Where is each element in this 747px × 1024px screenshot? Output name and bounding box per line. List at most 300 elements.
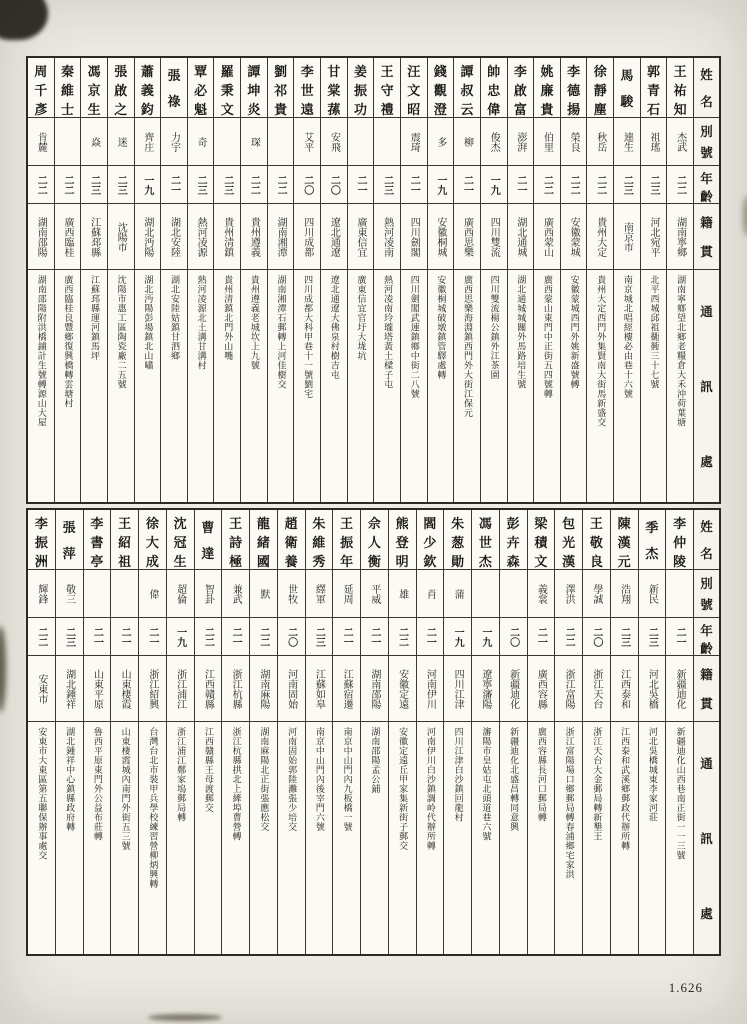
person-native-place: 浙江富陽 <box>555 656 582 722</box>
person-age: 二二 <box>587 166 613 204</box>
person-age: 一九 <box>428 166 454 204</box>
person-column <box>194 510 222 954</box>
person-column <box>610 510 638 954</box>
person-native-place: 浙江杭縣 <box>222 656 249 722</box>
person-age: 二一 <box>111 618 138 656</box>
person-native-place: 貴州清鎮 <box>214 204 240 270</box>
person-name: 郭 青 石 <box>641 58 667 118</box>
person-column <box>360 510 388 954</box>
person-native-place: 安徽定遠 <box>389 656 416 722</box>
person-column <box>527 510 555 954</box>
person-alias: 世牧 <box>278 570 305 618</box>
person-age: 二三 <box>374 166 400 204</box>
person-address: 南京城北唱經樓必由巷十六號 <box>622 275 633 399</box>
person-column <box>388 510 416 954</box>
person-alias <box>666 570 693 618</box>
person-age: 一九 <box>472 618 499 656</box>
person-age: 二三 <box>639 618 666 656</box>
person-native-place: 江蘇宿遷 <box>333 656 360 722</box>
person-alias: 奇 <box>188 118 214 166</box>
person-native-place: 江蘇如皋 <box>306 656 333 722</box>
person-native-place: 廣西容縣 <box>528 656 555 722</box>
person-address: 安徽桐城破墩鎮管驛處轉 <box>436 275 447 380</box>
person-alias <box>214 118 240 166</box>
person-address: 湖北通城城關外馬路培生號 <box>516 275 527 389</box>
roster-table-bottom <box>26 508 721 956</box>
person-age: 二一 <box>417 618 444 656</box>
person-alias: 肯麓 <box>28 118 54 166</box>
person-name: 姚 廉 貴 <box>534 58 560 118</box>
person-age: 二三 <box>214 166 240 204</box>
person-alias: 柳 <box>454 118 480 166</box>
person-age: 二一 <box>161 166 187 204</box>
person-name: 覃 必 魁 <box>188 58 214 118</box>
person-native-place: 遼北通遼 <box>321 204 347 270</box>
person-column <box>453 58 480 502</box>
person-address: 廣西容縣長河口郵局轉 <box>536 727 547 822</box>
person-age: 一九 <box>481 166 507 204</box>
person-native-place: 河南固始 <box>278 656 305 722</box>
person-name: 李 世 遠 <box>294 58 320 118</box>
person-alias: 伯里 <box>534 118 560 166</box>
person-name: 馮 京 生 <box>81 58 107 118</box>
person-column <box>665 510 693 954</box>
person-name: 王 守 禮 <box>374 58 400 118</box>
person-address: 貴州大定西門外集賢南大街馬新盛交 <box>596 275 607 427</box>
person-alias: 智卦 <box>195 570 222 618</box>
person-address: 河南伊川白沙鎮調岭代辦所轉 <box>425 727 436 851</box>
person-column <box>416 510 444 954</box>
person-address: 四川劍閣武連鎮鄉中街二八號 <box>409 275 420 399</box>
person-address: 沈陽市惠工區陶瓷廠二五號 <box>116 275 127 389</box>
person-native-place: 湖北通城 <box>508 204 534 270</box>
person-native-place: 安徽桐城 <box>428 204 454 270</box>
person-alias: 新民 <box>639 570 666 618</box>
person-name: 佘 人 衡 <box>361 510 388 570</box>
person-alias: 齊庄 <box>135 118 161 166</box>
person-name: 馬 駿 <box>614 58 640 118</box>
person-address: 湖南寧鄉望北鄉老糧倉大禾沖荷葉塘 <box>676 275 687 427</box>
person-name: 王 振 年 <box>333 510 360 570</box>
person-alias <box>472 570 499 618</box>
person-age: 二一 <box>222 618 249 656</box>
person-native-place: 河北吳橋 <box>639 656 666 722</box>
person-alias: 平威 <box>361 570 388 618</box>
person-alias: 浩翔 <box>611 570 638 618</box>
person-column <box>554 510 582 954</box>
person-name: 李 仲 陵 <box>666 510 693 570</box>
person-alias: 繹軍 <box>306 570 333 618</box>
person-address: 熱河凌源北土溝甘溝村 <box>196 275 207 370</box>
person-name: 蕭 義 鈞 <box>135 58 161 118</box>
person-column <box>160 58 187 502</box>
person-column <box>347 58 374 502</box>
person-age: 二二 <box>268 166 294 204</box>
person-alias: 雄 <box>389 570 416 618</box>
person-age: 二二 <box>28 166 54 204</box>
person-alias: 澎湃 <box>508 118 534 166</box>
person-address: 山東棲霞城內南門外街五三號 <box>120 727 131 851</box>
person-alias: 秋岳 <box>587 118 613 166</box>
person-alias: 肖 <box>417 570 444 618</box>
person-native-place: 南京市 <box>614 204 640 270</box>
person-alias: 焱 <box>81 118 107 166</box>
person-age: 二一 <box>139 618 166 656</box>
person-column <box>640 58 667 502</box>
person-address: 浙江浦江鄭家塢郵局轉 <box>176 727 187 822</box>
person-address: 熱河凌南玲瓏塔黃土樑子屯 <box>383 275 394 389</box>
person-native-place: 河南伊川 <box>417 656 444 722</box>
header-column <box>693 58 719 502</box>
person-alias <box>348 118 374 166</box>
person-age: 二二 <box>667 166 693 204</box>
person-address: 湖南邵陽附洪橋鋪計生號轉源山大屋 <box>36 275 47 427</box>
person-column <box>107 58 134 502</box>
person-address: 北平西城邱祖衚衕三十七號 <box>649 275 660 389</box>
person-native-place: 浙江天台 <box>583 656 610 722</box>
person-address: 廣西蒙山東門中正街五四號轉 <box>542 275 553 399</box>
person-name: 王 敬 良 <box>583 510 610 570</box>
person-alias: 連生 <box>614 118 640 166</box>
person-name: 李 啟 富 <box>508 58 534 118</box>
person-alias: 杰武 <box>667 118 693 166</box>
person-column <box>507 58 534 502</box>
header-address: 通 訊 處 <box>700 756 713 922</box>
person-address: 浙江富陽場口鄉郵局轉春浦鄉宅家洪 <box>564 727 575 879</box>
person-age: 二〇 <box>500 618 527 656</box>
person-name: 馮 世 杰 <box>472 510 499 570</box>
person-native-place: 湖南寧鄉 <box>667 204 693 270</box>
person-age: 二二 <box>195 618 222 656</box>
person-address: 安徽蒙城西門外姚新盛號轉 <box>569 275 580 389</box>
person-alias <box>268 118 294 166</box>
person-native-place: 四川劍閣 <box>401 204 427 270</box>
header-column <box>693 510 719 954</box>
person-alias: 安飛 <box>321 118 347 166</box>
person-native-place: 浙江浦江 <box>167 656 194 722</box>
person-column <box>166 510 194 954</box>
person-native-place: 湖北沔陽 <box>135 204 161 270</box>
person-address: 瀋陽市皇姑屯北頭道巷六號 <box>481 727 492 841</box>
person-age: 二二 <box>534 166 560 204</box>
person-address: 新疆迪化山西巷南正街一一三號 <box>675 727 686 860</box>
person-native-place: 廣西思樂 <box>454 204 480 270</box>
person-column <box>134 58 161 502</box>
person-native-place: 江西贛縣 <box>195 656 222 722</box>
person-name: 秦 維 士 <box>55 58 81 118</box>
person-age: 二一 <box>508 166 534 204</box>
person-column <box>28 58 54 502</box>
person-alias: 祖瑤 <box>641 118 667 166</box>
person-age: 一九 <box>135 166 161 204</box>
person-name: 閻 少 欽 <box>417 510 444 570</box>
person-native-place: 山東棲霞 <box>111 656 138 722</box>
ink-smudge-bottom-edge <box>148 1014 222 1021</box>
person-address: 浙江杭縣拱北上縴埠曹營轉 <box>231 727 242 841</box>
person-name: 王 紹 祖 <box>111 510 138 570</box>
person-column <box>560 58 587 502</box>
person-age: 二一 <box>333 618 360 656</box>
person-age: 二〇 <box>294 166 320 204</box>
person-age: 二三 <box>306 618 333 656</box>
person-column <box>373 58 400 502</box>
person-alias: 榮良 <box>561 118 587 166</box>
person-column <box>83 510 111 954</box>
person-age: 二二 <box>241 166 267 204</box>
person-native-place: 新疆迪化 <box>500 656 527 722</box>
person-name: 汪 文 昭 <box>401 58 427 118</box>
person-native-place: 四川成都 <box>294 204 320 270</box>
person-age: 二一 <box>401 166 427 204</box>
person-age: 二二 <box>28 618 55 656</box>
person-column <box>221 510 249 954</box>
person-age: 二三 <box>611 618 638 656</box>
header-native-place: 籍 貫 <box>694 656 719 722</box>
header-age: 年 齡 <box>694 618 719 656</box>
person-address: 河南固始郭陸灘張少培交 <box>287 727 298 832</box>
person-age: 二〇 <box>583 618 610 656</box>
person-name: 羅 秉 文 <box>214 58 240 118</box>
person-age: 二一 <box>454 166 480 204</box>
person-name: 熊 登 明 <box>389 510 416 570</box>
person-column <box>293 58 320 502</box>
person-name: 張 萍 <box>56 510 83 570</box>
person-address: 四川雙流楊公鎮外江茶園 <box>489 275 500 380</box>
person-address: 湖南湘潭石郵轉上河佳樹交 <box>276 275 287 389</box>
person-age: 二一 <box>528 618 555 656</box>
header-address: 通 訊 處 <box>700 304 713 470</box>
person-age: 二三 <box>108 166 134 204</box>
person-column <box>666 58 693 502</box>
person-alias: 敬三 <box>56 570 83 618</box>
person-column <box>443 510 471 954</box>
person-address: 湖南邵陽孟公鋪 <box>370 727 381 794</box>
person-address: 遼北通遼大佛泉村樹吉屯 <box>329 275 340 380</box>
person-name: 帥 忠 偉 <box>481 58 507 118</box>
person-alias: 澤洪 <box>555 570 582 618</box>
person-alias: 義裳 <box>528 570 555 618</box>
person-column <box>110 510 138 954</box>
person-age: 二三 <box>641 166 667 204</box>
person-age: 二一 <box>348 166 374 204</box>
person-name: 徐 靜 塵 <box>587 58 613 118</box>
person-name: 甘 棠 蓀 <box>321 58 347 118</box>
person-name: 周 千 彥 <box>28 58 54 118</box>
person-address: 湖北沔陽彭場鎮北山嘯 <box>143 275 154 370</box>
person-column <box>427 58 454 502</box>
person-column <box>54 58 81 502</box>
person-native-place: 河北宛平 <box>641 204 667 270</box>
person-address: 浙江天台大金郵局轉新墾王 <box>592 727 603 841</box>
person-column <box>267 58 294 502</box>
person-age: 二一 <box>361 618 388 656</box>
person-name: 朱 葱 勛 <box>444 510 471 570</box>
person-native-place: 新疆迪化 <box>666 656 693 722</box>
person-name: 譚 叔 云 <box>454 58 480 118</box>
person-alias: 默 <box>250 570 277 618</box>
header-age: 年 齡 <box>694 166 719 204</box>
person-alias <box>55 118 81 166</box>
person-alias: 蒲 <box>444 570 471 618</box>
person-column <box>138 510 166 954</box>
person-age: 二三 <box>188 166 214 204</box>
person-alias: 震琦 <box>401 118 427 166</box>
person-native-place: 安東市 <box>28 656 55 722</box>
person-native-place: 貴州大定 <box>587 204 613 270</box>
person-column <box>277 510 305 954</box>
person-name: 李 振 洲 <box>28 510 55 570</box>
person-address: 南京中山門內九板橋一號 <box>342 727 353 832</box>
person-age: 一九 <box>444 618 471 656</box>
person-name: 梁 積 文 <box>528 510 555 570</box>
person-name: 錢 觀 澄 <box>428 58 454 118</box>
person-column <box>28 510 55 954</box>
person-column <box>638 510 666 954</box>
ink-smudge-right-edge <box>743 196 747 236</box>
person-name: 朱 維 秀 <box>306 510 333 570</box>
person-address: 新疆迪化北盛昌轉同意興 <box>509 727 520 832</box>
person-address: 台灣台北市裝甲兵學校練習營柳炳興轉 <box>148 727 159 889</box>
person-native-place: 四川江津 <box>444 656 471 722</box>
person-native-place: 熱河凌南 <box>374 204 400 270</box>
person-native-place: 湖南麻陽 <box>250 656 277 722</box>
person-alias: 兼武 <box>222 570 249 618</box>
roster-table-top <box>26 56 721 504</box>
header-native-place: 籍 貫 <box>694 204 719 270</box>
person-address: 湖北安陸姑鎮甘泗鄉 <box>169 275 180 361</box>
person-column <box>613 58 640 502</box>
person-alias <box>111 570 138 618</box>
person-address: 湖北鍾祥中心鎮縣政府轉 <box>65 727 76 832</box>
person-address: 魯西平原東門外公益布莊轉 <box>92 727 103 841</box>
person-alias: 艾平 <box>294 118 320 166</box>
person-column <box>480 58 507 502</box>
person-name: 趙 衛 養 <box>278 510 305 570</box>
person-name: 王 詩 極 <box>222 510 249 570</box>
person-age: 二二 <box>561 166 587 204</box>
person-alias: 輝鋒 <box>28 570 55 618</box>
header-alias: 別 號 <box>694 570 719 618</box>
person-name: 曹 達 <box>195 510 222 570</box>
person-age: 二一 <box>84 618 111 656</box>
person-column <box>249 510 277 954</box>
person-name: 王 祐 知 <box>667 58 693 118</box>
person-age: 一九 <box>167 618 194 656</box>
person-column <box>499 510 527 954</box>
person-native-place: 熱河凌源 <box>188 204 214 270</box>
person-age: 二三 <box>56 618 83 656</box>
person-address: 貴州清鎮北門外山嘴 <box>223 275 234 361</box>
person-age: 二一 <box>666 618 693 656</box>
person-age: 二二 <box>250 618 277 656</box>
header-alias: 別 號 <box>694 118 719 166</box>
person-native-place: 貴州遵義 <box>241 204 267 270</box>
person-alias <box>84 570 111 618</box>
person-native-place: 江蘇邳縣 <box>81 204 107 270</box>
person-alias: 多 <box>428 118 454 166</box>
person-column <box>240 58 267 502</box>
person-column <box>187 58 214 502</box>
person-column <box>320 58 347 502</box>
person-age: 二二 <box>55 166 81 204</box>
ink-smudge-left-edge <box>0 626 6 712</box>
person-native-place: 廣西臨桂 <box>55 204 81 270</box>
person-column <box>533 58 560 502</box>
person-name: 譚 坤 炎 <box>241 58 267 118</box>
person-address: 廣西思樂海淵鎮西門外大街江保元 <box>463 275 473 418</box>
person-column <box>55 510 83 954</box>
header-name: 姓 名 <box>694 510 719 570</box>
person-column <box>471 510 499 954</box>
person-native-place: 廣東信宜 <box>348 204 374 270</box>
person-age: 二三 <box>81 166 107 204</box>
person-column <box>305 510 333 954</box>
person-address: 貴州遵義老城坎上九號 <box>249 275 260 370</box>
person-age: 二三 <box>614 166 640 204</box>
person-native-place: 湖南湘潭 <box>268 204 294 270</box>
person-alias <box>374 118 400 166</box>
person-address: 廣西臨桂良豐鄉復興橋轉雲塘村 <box>63 275 74 408</box>
person-native-place: 四川雙流 <box>481 204 507 270</box>
person-alias: 琛 <box>241 118 267 166</box>
person-native-place: 湖北安陸 <box>161 204 187 270</box>
person-name: 陳 漢 元 <box>611 510 638 570</box>
person-alias: 俊杰 <box>481 118 507 166</box>
person-age: 二〇 <box>321 166 347 204</box>
person-age: 二〇 <box>278 618 305 656</box>
person-alias: 迷 <box>108 118 134 166</box>
person-address: 湖南麻陽北正街張應松交 <box>259 727 270 832</box>
person-name: 龍 緒 國 <box>250 510 277 570</box>
person-alias: 超倫 <box>167 570 194 618</box>
person-address: 四川江津白沙鎮回龍村 <box>453 727 464 822</box>
person-name: 劉 祁 貴 <box>268 58 294 118</box>
person-native-place: 浙江紹興 <box>139 656 166 722</box>
person-name: 彭 卉 森 <box>500 510 527 570</box>
person-name: 徐 大 成 <box>139 510 166 570</box>
person-address: 安徽定遠丘甲家集新街子郵交 <box>398 727 409 851</box>
person-native-place: 遼寧瀋陽 <box>472 656 499 722</box>
page-number: 1.626 <box>668 980 703 995</box>
ink-smudge-corner <box>0 0 48 40</box>
person-column <box>332 510 360 954</box>
person-alias: 力宇 <box>161 118 187 166</box>
person-native-place: 湖北鍾祥 <box>56 656 83 722</box>
person-address: 南京中山門內後宰門六號 <box>314 727 325 832</box>
person-name: 季 杰 <box>639 510 666 570</box>
person-address: 四川成都大科甲巷十一號劉宅 <box>303 275 314 399</box>
person-address: 江蘇邳縣運河鎮馬坪 <box>90 275 101 361</box>
person-alias <box>500 570 527 618</box>
person-native-place: 湖南邵陽 <box>361 656 388 722</box>
person-native-place: 山東平原 <box>84 656 111 722</box>
person-address: 安東市大東區第五聯保辦事處交 <box>37 727 48 860</box>
person-column <box>400 58 427 502</box>
person-alias: 偉 <box>139 570 166 618</box>
person-native-place: 沈陽市 <box>108 204 134 270</box>
person-native-place: 安徽蒙城 <box>561 204 587 270</box>
person-native-place: 江西泰和 <box>611 656 638 722</box>
header-name: 姓 名 <box>694 58 719 118</box>
person-column <box>586 58 613 502</box>
person-name: 張 啟 之 <box>108 58 134 118</box>
person-column <box>213 58 240 502</box>
person-name: 李 德 揚 <box>561 58 587 118</box>
person-name: 李 書 亭 <box>84 510 111 570</box>
person-native-place: 湖南邵陽 <box>28 204 54 270</box>
person-age: 二二 <box>555 618 582 656</box>
person-age: 二二 <box>389 618 416 656</box>
